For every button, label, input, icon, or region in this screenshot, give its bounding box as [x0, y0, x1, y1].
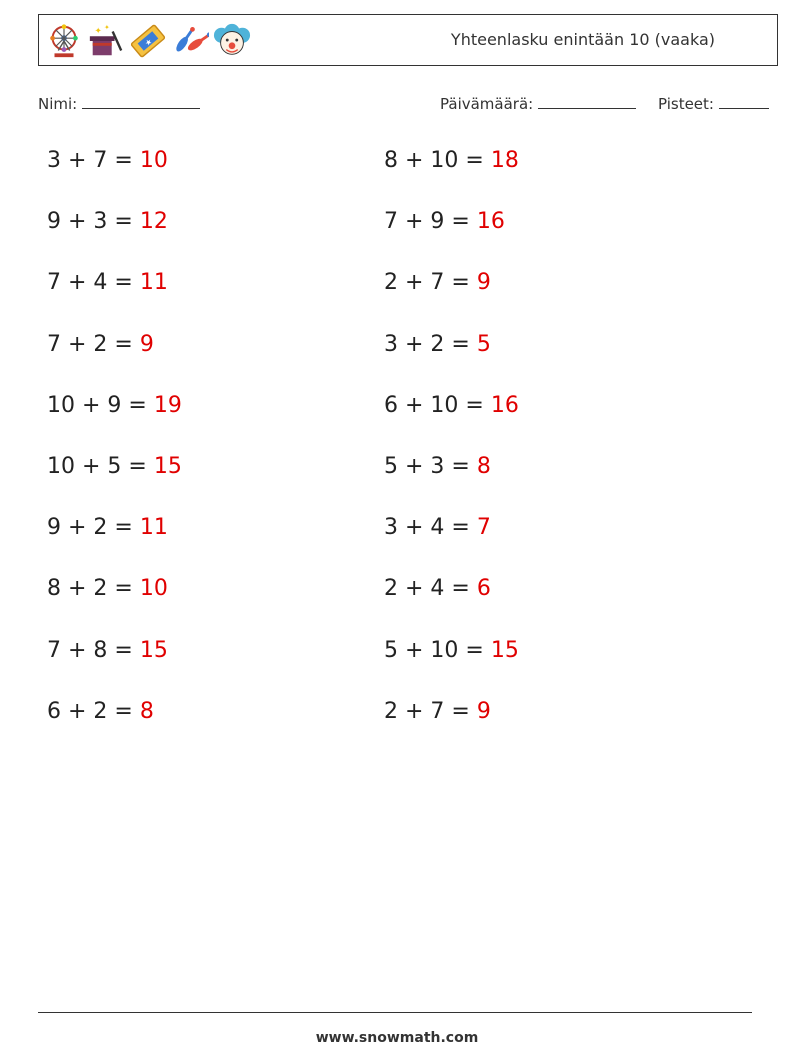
problem-question: 2 + 7 =	[384, 698, 477, 724]
footer-divider	[38, 1012, 752, 1013]
problem-question: 6 + 2 =	[47, 698, 140, 724]
svg-text:✦: ✦	[94, 26, 102, 37]
problem-question: 3 + 4 =	[384, 515, 477, 541]
problem-question: 3 + 2 =	[384, 331, 477, 357]
problem-question: 9 + 2 =	[47, 515, 140, 541]
problem-item	[47, 393, 182, 418]
problem-question: 10 + 5 =	[47, 454, 154, 479]
header-icons	[45, 19, 251, 63]
magic-hat-icon	[87, 21, 125, 61]
problem-item	[384, 332, 491, 357]
problem-item	[384, 393, 519, 418]
score-blank	[719, 94, 769, 109]
problem-question: 7 + 2 =	[47, 331, 140, 357]
problem-answer: 9	[476, 698, 491, 724]
name-blank	[82, 94, 200, 109]
problem-answer: 15	[139, 637, 168, 663]
score-label: Pisteet:	[658, 95, 714, 113]
date-blank	[538, 94, 636, 109]
problem-answer: 9	[139, 331, 154, 357]
problem-item	[47, 209, 168, 234]
problem-answer: 11	[139, 270, 168, 296]
name-field	[38, 94, 200, 113]
problem-answer: 8	[139, 698, 154, 724]
juggling-pins-icon	[171, 21, 209, 61]
problem-answer: 16	[490, 392, 519, 418]
problem-answer: 16	[476, 209, 505, 235]
svg-text:✦: ✦	[104, 23, 110, 32]
ferris-wheel-icon	[45, 21, 83, 61]
problem-item	[384, 515, 491, 540]
problem-question: 5 + 10 =	[384, 637, 491, 663]
clown-icon	[213, 21, 251, 61]
problem-item	[384, 270, 491, 295]
problem-item	[384, 209, 505, 234]
problem-question: 5 + 3 =	[384, 454, 477, 479]
problem-question: 10 + 9 =	[47, 392, 154, 418]
problem-item	[47, 454, 182, 479]
problem-answer: 15	[153, 454, 182, 479]
date-field	[440, 94, 636, 113]
svg-text:★: ★	[143, 36, 155, 48]
problem-item	[384, 148, 519, 173]
problem-question: 2 + 7 =	[384, 270, 477, 296]
problem-item	[384, 454, 491, 479]
problem-question: 7 + 8 =	[47, 637, 140, 663]
problem-question: 7 + 9 =	[384, 209, 477, 235]
problem-question: 3 + 7 =	[47, 148, 140, 173]
problem-answer: 11	[139, 515, 168, 541]
worksheet-header	[38, 14, 778, 66]
problem-question: 8 + 2 =	[47, 576, 140, 602]
problem-answer: 15	[490, 637, 519, 663]
footer-site: www.snowmath.com	[315, 1030, 479, 1046]
problem-answer: 12	[139, 209, 168, 235]
problem-item	[47, 699, 154, 724]
problem-item	[47, 270, 168, 295]
problem-item	[47, 638, 168, 663]
problem-answer: 10	[139, 576, 168, 602]
problem-item	[47, 576, 168, 601]
problem-question: 2 + 4 =	[384, 576, 477, 602]
problem-question: 7 + 4 =	[47, 270, 140, 296]
problem-answer: 7	[476, 515, 491, 541]
problem-answer: 6	[476, 576, 491, 602]
problem-item	[47, 332, 154, 357]
worksheet-title: Yhteenlasku enintään 10 (vaaka)	[450, 30, 715, 49]
score-field	[658, 94, 769, 113]
problem-answer: 10	[139, 148, 168, 173]
date-label: Päivämäärä:	[440, 95, 534, 113]
problem-answer: 8	[476, 454, 491, 479]
problem-question: 6 + 10 =	[384, 392, 491, 418]
problem-question: 8 + 10 =	[384, 148, 491, 173]
problem-answer: 5	[476, 331, 491, 357]
problem-item	[384, 638, 519, 663]
problem-item	[384, 576, 491, 601]
name-label: Nimi:	[38, 95, 78, 113]
problem-question: 9 + 3 =	[47, 209, 140, 235]
ticket-icon	[129, 21, 167, 61]
problem-answer: 9	[476, 270, 491, 296]
problem-item	[47, 148, 168, 173]
problem-item	[384, 699, 491, 724]
problem-item	[47, 515, 168, 540]
problem-answer: 18	[490, 148, 519, 173]
problem-answer: 19	[153, 392, 182, 418]
